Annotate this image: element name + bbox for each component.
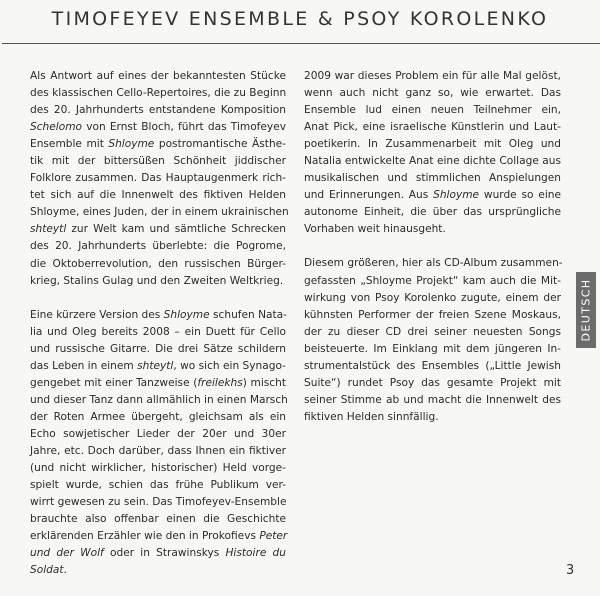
- text-line: [30, 256, 286, 273]
- text-line: [30, 187, 286, 204]
- text-line: [304, 324, 561, 341]
- text-segment: Echo sowjetischer Lieder der 20er und 30er: [30, 427, 286, 440]
- italic-text: Shloyme: [433, 189, 480, 202]
- text-segment: Eine kürzere Version des: [30, 308, 164, 321]
- text-segment: des 20. Jahrhunderts überlebte: die Pogrome,: [30, 240, 286, 253]
- text-line: [304, 85, 561, 102]
- text-segment: Suite“) rundet Psoy das gesamte Projekt mit: [304, 376, 561, 389]
- text-segment: kühnsten Performer der freien Szene Moskaus,: [304, 308, 561, 321]
- text-segment: die Oktoberrevolution, den russischen Bürger-: [30, 257, 286, 270]
- italic-text: shteytl: [137, 359, 174, 372]
- text-segment: wurde so eine: [479, 189, 561, 202]
- text-line: [30, 358, 286, 375]
- text-segment: beisteuerte. Im Einklang mit dem jüngeren In-: [304, 342, 561, 355]
- text-segment: des 20. Jahrhunderts entstandene Komposition: [30, 104, 286, 117]
- text-line: [304, 409, 561, 426]
- text-line: [30, 375, 286, 392]
- text-segment: Ensemble lud einen neuen Teilnehmer ein,: [304, 104, 561, 117]
- text-segment: Folklore zusammen. Das Hauptaugenmerk rich-: [30, 172, 286, 185]
- text-line: [304, 290, 561, 307]
- text-segment: seiner Stimme ab und macht die Innenwelt des: [304, 393, 561, 406]
- text-segment: schufen Nata-: [209, 308, 287, 321]
- left-text-column: [30, 68, 289, 596]
- text-line: [30, 409, 286, 426]
- text-line: [30, 136, 286, 153]
- text-segment: autonome Einheit, die über das ursprüngliche: [304, 206, 561, 219]
- text-line: [30, 170, 286, 187]
- text-segment: tik mit der bittersüßen Schönheit jiddischer: [30, 155, 286, 168]
- text-line: [30, 119, 286, 136]
- text-line: [304, 136, 561, 153]
- text-segment: ) mischt: [242, 376, 286, 389]
- text-line: [30, 426, 286, 443]
- text-segment: spielt wurde, schien das frühe Publikum ver-: [30, 479, 286, 492]
- text-segment: gengebet mit einer Tanzweise (: [30, 376, 198, 389]
- paragraph: [30, 307, 286, 580]
- italic-text: Soldat: [30, 564, 64, 577]
- text-segment: Shloyme, eines Juden, der in einem ukrainischen: [30, 206, 289, 219]
- text-line: [30, 562, 286, 579]
- text-segment: poetikerin. In Zusammenarbeit mit Oleg und: [304, 138, 561, 151]
- text-segment: wirkung von Psoy Korolenko zugute, einem der: [304, 291, 561, 304]
- text-line: [304, 375, 561, 392]
- text-line: [304, 307, 561, 324]
- text-segment: lia und Oleg bereits 2008 – ein Duett für Cello: [30, 325, 286, 338]
- text-line: [304, 358, 561, 375]
- paragraph: [304, 255, 561, 425]
- text-segment: Ensemble mit: [30, 138, 109, 151]
- text-line: [30, 511, 286, 528]
- language-tab-label: DEUTSCH: [579, 278, 593, 342]
- text-segment: das Leben in einem: [30, 359, 138, 372]
- italic-text: shteytl: [30, 223, 67, 236]
- italic-text: Shloyme: [163, 308, 210, 321]
- text-segment: der Roten Armee übergeht, gleichsam als ein: [30, 410, 286, 423]
- text-segment: , wo sich ein Synago-: [173, 359, 286, 372]
- page-header-title: TIMOFEYEV ENSEMBLE & PSOY KOROLENKO: [51, 8, 549, 30]
- text-segment: wenn auch nicht ganz so, wie erwartet. Das: [304, 87, 561, 100]
- text-line: [30, 477, 286, 494]
- text-segment: wirrt gewesen zu sein. Das Timofeyev-Ensemble: [30, 496, 287, 509]
- header-divider: [2, 43, 600, 44]
- text-line: [304, 273, 561, 290]
- text-segment: Vorhaben weit hinausgeht.: [304, 223, 446, 236]
- text-segment: erklärenden Erzähler wie den in Prokofievs: [30, 530, 260, 543]
- text-segment: (und nicht wirklicher, historischer) Held vorge-: [30, 462, 286, 475]
- text-segment: des klassischen Cello-Repertoires, die zu Beginn: [30, 87, 287, 100]
- text-segment: Anat Pick, eine israelische Künstlerin und Laut-: [304, 121, 561, 134]
- text-line: [30, 324, 286, 341]
- text-line: [30, 460, 286, 477]
- text-line: [30, 68, 286, 85]
- text-segment: der zu dieser CD drei seiner neuesten Songs: [304, 325, 561, 338]
- text-segment: oder in Strawinskys: [103, 547, 226, 560]
- language-tab: [576, 272, 596, 348]
- text-segment: brauchte also offenbar einen die Geschichte: [30, 513, 286, 526]
- right-text-column: [304, 68, 561, 443]
- italic-text: Schelomo: [30, 121, 83, 134]
- text-line: [304, 187, 561, 204]
- text-segment: postromantische Ästhe-: [154, 138, 286, 151]
- text-segment: und Erinnerungen. Aus: [304, 189, 434, 202]
- paragraph: [30, 68, 289, 290]
- text-segment: .: [63, 564, 67, 577]
- text-line: [304, 255, 561, 272]
- text-line: [304, 341, 561, 358]
- page-number: 3: [566, 563, 575, 578]
- text-line: [30, 102, 286, 119]
- text-line: [30, 307, 286, 324]
- text-segment: Als Antwort auf eines der bekanntesten Stücke: [30, 70, 286, 82]
- italic-text: Peter: [259, 530, 288, 543]
- text-line: [30, 545, 286, 562]
- text-line: [30, 85, 286, 102]
- text-segment: fiktiven Helden sinnfällig.: [304, 410, 439, 423]
- text-line: [304, 392, 561, 409]
- text-segment: musikalischen und stimmlichen Anspielungen: [304, 172, 561, 185]
- text-segment: zur Welt kam und sämtliche Schrecken: [66, 223, 286, 236]
- text-line: [30, 392, 286, 409]
- text-line: [304, 204, 561, 221]
- text-segment: und russische Gitarre. Die drei Sätze schildern: [30, 342, 286, 355]
- text-segment: gefassten „Shloyme Projekt“ kam auch die Mit-: [304, 274, 561, 287]
- text-line: [30, 528, 286, 545]
- text-line: [30, 238, 286, 255]
- italic-text: Histoire du: [225, 547, 286, 560]
- italic-text: Shloyme: [108, 138, 155, 151]
- text-segment: und dieser Tanz dann allmählich in einen Marsch: [30, 393, 288, 406]
- text-line: [30, 443, 286, 460]
- italic-text: und der Wolf: [30, 547, 104, 560]
- text-line: [304, 102, 561, 119]
- text-segment: Jahre, etc. Doch darüber, dass Ihnen ein fiktiver: [30, 444, 286, 457]
- text-line: [30, 204, 289, 221]
- text-segment: Diesem größeren, hier als CD-Album zusammen-: [304, 257, 563, 270]
- text-segment: tet sich auf die Innenwelt des fiktiven Helden: [30, 189, 286, 202]
- text-segment: krieg, Stalins Gulag und den Zweiten Weltkrieg.: [30, 274, 284, 287]
- text-segment: von Ernst Bloch, führt das Timofeyev: [82, 121, 286, 134]
- text-line: [30, 221, 286, 238]
- text-segment: strumentalstück des Ensembles („Little Jewish: [304, 359, 561, 372]
- italic-text: freilekhs: [197, 376, 243, 389]
- text-line: [30, 273, 286, 290]
- text-line: [304, 153, 561, 170]
- text-line: [304, 68, 561, 85]
- text-line: [30, 494, 286, 511]
- text-line: [30, 341, 286, 358]
- text-line: [304, 170, 561, 187]
- paragraph: [304, 68, 561, 238]
- text-line: [304, 119, 561, 136]
- text-segment: Natalia entwickelte Anat eine dichte Collage aus: [304, 155, 561, 168]
- text-line: [30, 153, 286, 170]
- text-line: [304, 221, 561, 238]
- text-segment: 2009 war dieses Problem ein für alle Mal gelöst,: [304, 70, 561, 82]
